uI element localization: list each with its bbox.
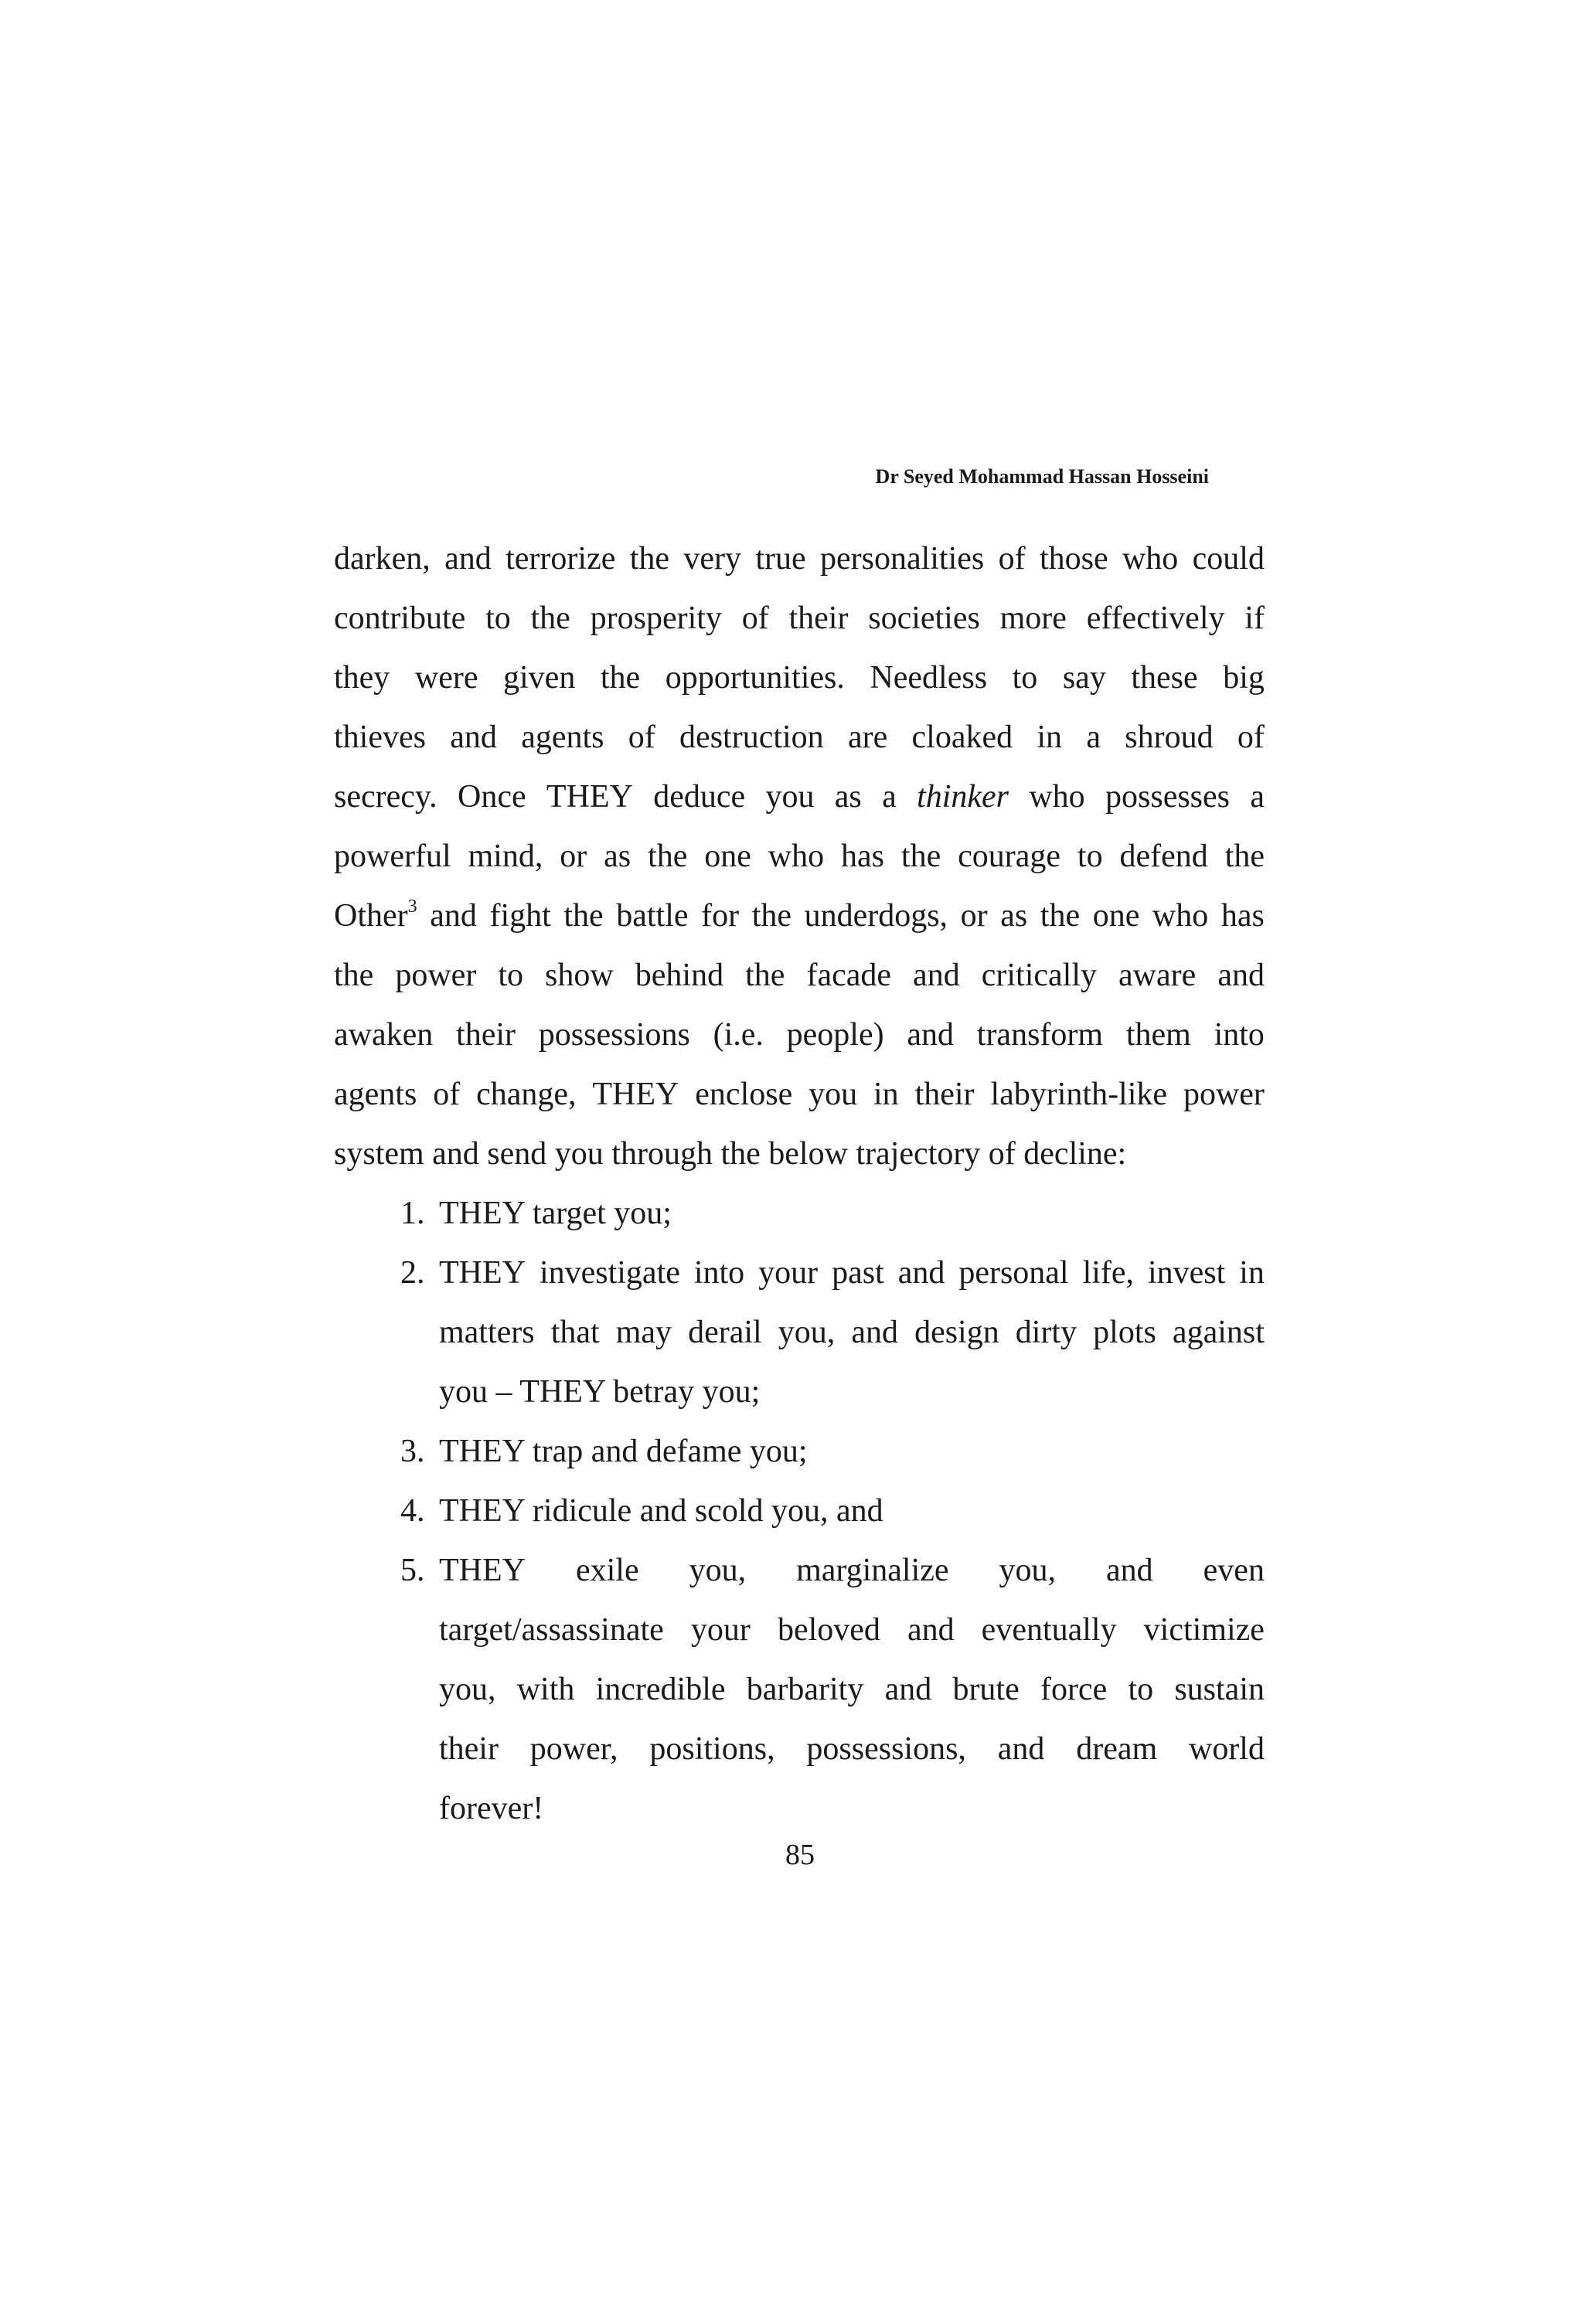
word: world — [1188, 1731, 1265, 1767]
word: given — [503, 660, 576, 696]
word: were — [414, 660, 478, 696]
word: you, — [778, 1315, 836, 1350]
body-line — [334, 529, 1265, 589]
word: these — [1131, 660, 1198, 696]
word: dirty — [1015, 1315, 1077, 1350]
word: say — [1062, 660, 1106, 696]
running-header-author: Dr Seyed Mohammad Hassan Hosseini — [875, 465, 1209, 488]
word: eventually — [981, 1612, 1117, 1648]
word: one — [704, 839, 751, 874]
word: could — [1192, 541, 1265, 577]
word: plots — [1093, 1315, 1156, 1350]
word: of — [741, 601, 769, 636]
word: contribute — [334, 601, 466, 636]
list-number: 4. — [400, 1493, 425, 1529]
list-item — [334, 1244, 1265, 1303]
word: the — [900, 839, 941, 874]
word: and — [907, 1017, 955, 1053]
word: their — [456, 1017, 516, 1053]
word: very — [683, 541, 741, 577]
body-line-start-word: deduce — [653, 779, 746, 815]
list-item-continuation — [334, 1363, 1265, 1422]
list-item-text — [439, 1244, 1265, 1303]
word: societies — [868, 601, 980, 636]
footnote-marker: 3 — [407, 897, 417, 917]
word: into — [1214, 1017, 1265, 1053]
word: derail — [688, 1315, 762, 1350]
list-item-text: forever! — [439, 1791, 544, 1826]
word: labyrinth-like — [990, 1077, 1168, 1112]
word: design — [914, 1315, 999, 1350]
word: those — [1039, 541, 1108, 577]
word: to — [1077, 839, 1103, 874]
word: power — [395, 958, 477, 993]
word: Needless — [870, 660, 988, 696]
word: into — [693, 1255, 745, 1291]
word: personalities — [819, 541, 985, 577]
list-item-text: you – THEY betray you; — [439, 1374, 761, 1410]
emphasized-word: thinker — [917, 779, 1009, 815]
word: critically — [981, 958, 1097, 993]
word: in — [1239, 1255, 1265, 1291]
word: their — [914, 1077, 975, 1112]
word: invest — [1147, 1255, 1226, 1291]
word: behind — [635, 958, 724, 993]
list-item-continuation — [334, 1660, 1265, 1720]
word: the — [530, 601, 570, 636]
body-line: system and send you through the below trajectory of decline: — [334, 1136, 1127, 1172]
word: marginalize — [796, 1553, 949, 1588]
word: the — [600, 660, 641, 696]
word: true — [755, 541, 806, 577]
body-line — [334, 946, 1265, 1005]
body-line-end-word: fight — [489, 898, 551, 934]
body-line-end-word: the — [1040, 898, 1081, 934]
word: awaken — [334, 1017, 434, 1053]
list-item-continuation — [334, 1779, 1265, 1839]
word: past — [832, 1255, 884, 1291]
word: and — [907, 1612, 955, 1648]
list-item-continuation — [334, 1720, 1265, 1779]
word: and — [851, 1315, 898, 1350]
body-line-end-word: and — [430, 898, 477, 934]
body-line — [334, 1065, 1265, 1125]
word: that — [550, 1315, 600, 1350]
word: the — [1224, 839, 1265, 874]
word: of — [998, 541, 1026, 577]
body-line-end-word: who — [1029, 779, 1085, 815]
word: personal — [958, 1255, 1069, 1291]
word: power, — [529, 1731, 618, 1767]
word: THEY — [439, 1553, 526, 1588]
word: effectively — [1086, 601, 1225, 636]
word: you, — [999, 1553, 1057, 1588]
body-line-end-word: for — [701, 898, 740, 934]
word: against — [1172, 1315, 1265, 1350]
word: and — [913, 958, 960, 993]
list-item — [334, 1541, 1265, 1601]
word: aware — [1118, 958, 1197, 993]
word: darken, — [334, 541, 431, 577]
word: show — [545, 958, 614, 993]
word: and — [897, 1255, 945, 1291]
body-line — [334, 1005, 1265, 1065]
body-line — [334, 589, 1265, 648]
word: you — [809, 1077, 858, 1112]
body-line-start — [334, 886, 417, 946]
word: even — [1203, 1553, 1265, 1588]
list-item — [334, 1482, 1265, 1541]
list-number: 2. — [400, 1255, 425, 1291]
word: as — [604, 839, 631, 874]
word: beloved — [777, 1612, 880, 1648]
word: people) — [786, 1017, 884, 1053]
word: matters — [439, 1315, 535, 1350]
word: in — [873, 1077, 899, 1112]
body-line-start-word: as — [834, 779, 862, 815]
word: transform — [976, 1017, 1104, 1053]
word: they — [334, 660, 390, 696]
word: possessions — [538, 1017, 690, 1053]
body-line-end-word: as — [1000, 898, 1028, 934]
word: positions, — [649, 1731, 775, 1767]
body-line-with-emphasis — [334, 767, 1265, 827]
word: if — [1244, 601, 1265, 636]
word: you, — [689, 1553, 747, 1588]
body-line-start-word: Once — [457, 779, 526, 815]
word: the — [334, 958, 374, 993]
word: them — [1125, 1017, 1191, 1053]
main-text — [334, 529, 1265, 1839]
list-number: 1. — [400, 1196, 425, 1231]
word: brute — [952, 1672, 1020, 1707]
body-line — [334, 648, 1265, 708]
word: incredible — [595, 1672, 726, 1707]
word: of — [628, 720, 655, 755]
word: terrorize — [506, 541, 616, 577]
word: with — [516, 1672, 575, 1707]
body-line-start-word: THEY — [546, 779, 633, 815]
list-item-continuation — [334, 1303, 1265, 1363]
word: opportunities. — [665, 660, 845, 696]
word: dream — [1076, 1731, 1158, 1767]
word: and — [884, 1672, 932, 1707]
list-item-text — [439, 1303, 1265, 1363]
word: more — [999, 601, 1067, 636]
list-item — [334, 1184, 1265, 1244]
word: investigate — [539, 1255, 680, 1291]
word: facade — [806, 958, 892, 993]
word: agents — [521, 720, 604, 755]
word: are — [847, 720, 888, 755]
list-item-text — [439, 1541, 1265, 1601]
body-line-end-word: underdogs, — [804, 898, 948, 934]
list-item-text — [439, 1720, 1265, 1779]
word: power — [1183, 1077, 1265, 1112]
word: the — [629, 541, 670, 577]
word: agents — [334, 1077, 417, 1112]
word: a — [1086, 720, 1101, 755]
word: cloaked — [911, 720, 1013, 755]
word: THEY — [439, 1255, 526, 1291]
list-item-text — [439, 1601, 1265, 1660]
body-line-end-word: the — [751, 898, 792, 934]
word: their — [788, 601, 849, 636]
body-line-with-footnote — [334, 886, 1265, 946]
word: sustain — [1174, 1672, 1265, 1707]
word: who — [768, 839, 825, 874]
list-item-text: THEY target you; — [439, 1196, 672, 1231]
word: has — [841, 839, 885, 874]
word: (i.e. — [713, 1017, 764, 1053]
word: their — [439, 1731, 499, 1767]
list-item-text: THEY ridicule and scold you, and — [439, 1493, 883, 1529]
word: the — [745, 958, 785, 993]
word: courage — [958, 839, 1061, 874]
body-line-end-word: one — [1092, 898, 1140, 934]
word: and — [997, 1731, 1045, 1767]
body-line-start-word: a — [882, 779, 897, 815]
word: force — [1040, 1672, 1108, 1707]
word: to — [1012, 660, 1038, 696]
word: possessions, — [806, 1731, 966, 1767]
word: who — [1122, 541, 1179, 577]
word: target/assassinate — [439, 1612, 664, 1648]
word: you, — [439, 1672, 496, 1707]
word: or — [560, 839, 587, 874]
page-number: 85 — [785, 1839, 815, 1871]
word: and — [444, 541, 492, 577]
word: thieves — [334, 720, 426, 755]
body-line-end-word: the — [563, 898, 604, 934]
body-line-end-word: a — [1250, 779, 1265, 815]
word: big — [1223, 660, 1265, 696]
body-line — [334, 708, 1265, 767]
body-line-start-word: you — [765, 779, 815, 815]
word: destruction — [679, 720, 824, 755]
word: may — [615, 1315, 672, 1350]
list-item — [334, 1422, 1265, 1482]
word: victimize — [1143, 1612, 1265, 1648]
body-line-end-word: battle — [616, 898, 689, 934]
word: of — [433, 1077, 461, 1112]
body-line-start-word: secrecy. — [334, 779, 437, 815]
word: exile — [575, 1553, 639, 1588]
body-line-end-word: or — [960, 898, 988, 934]
word: shroud — [1125, 720, 1214, 755]
word: mind, — [468, 839, 543, 874]
body-line-end-word: who — [1152, 898, 1209, 934]
list-number: 5. — [400, 1553, 425, 1588]
word: the — [648, 839, 688, 874]
word: prosperity — [590, 601, 722, 636]
word: barbarity — [746, 1672, 864, 1707]
word: defend — [1119, 839, 1208, 874]
body-line-end-word: has — [1220, 898, 1265, 934]
word: and — [450, 720, 497, 755]
word: powerful — [334, 839, 451, 874]
word: in — [1037, 720, 1063, 755]
list-item-text: THEY trap and defame you; — [439, 1434, 808, 1469]
list-item-text — [439, 1660, 1265, 1720]
word: to — [498, 958, 524, 993]
word: THEY — [592, 1077, 679, 1112]
word: enclose — [695, 1077, 793, 1112]
body-line-word: Other — [334, 898, 408, 934]
word: your — [758, 1255, 819, 1291]
list-number: 3. — [400, 1434, 425, 1469]
list-item-continuation — [334, 1601, 1265, 1660]
word: and — [1106, 1553, 1153, 1588]
word: to — [485, 601, 511, 636]
word: of — [1237, 720, 1265, 755]
word: life, — [1082, 1255, 1135, 1291]
word: your — [690, 1612, 751, 1648]
body-line-end-word: possesses — [1105, 779, 1231, 815]
body-line — [334, 827, 1265, 886]
word: and — [1217, 958, 1265, 993]
word: to — [1128, 1672, 1154, 1707]
word: change, — [476, 1077, 577, 1112]
